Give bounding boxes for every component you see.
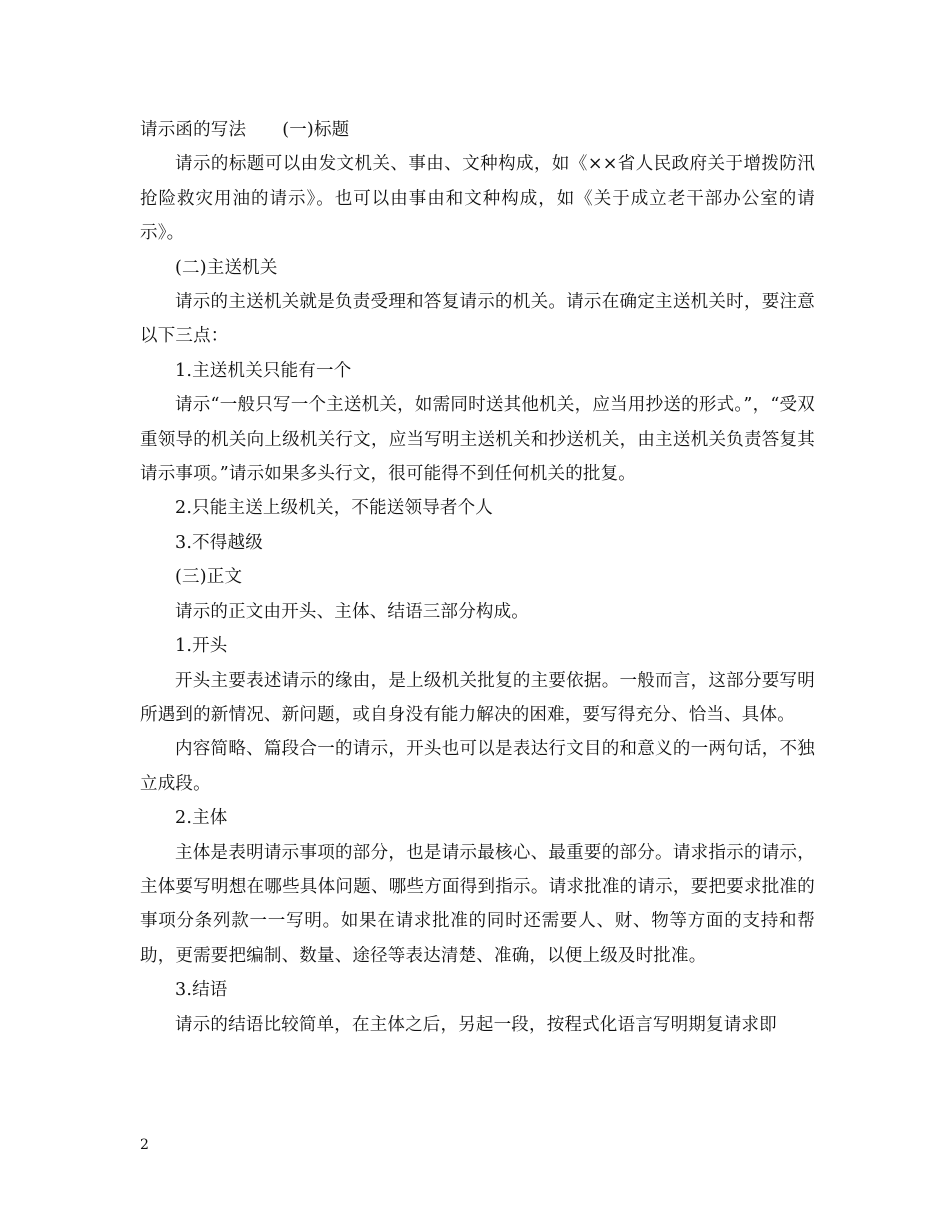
document-heading [140, 113, 815, 147]
paragraph-closing: 请示的结语比较简单，在主体之后，另起一段，按程式化语言写明期复请求即 [175, 1014, 777, 1035]
subheading-closing: 3.结语 [175, 980, 228, 1001]
subheading-opening: 1.开头 [175, 636, 228, 657]
paragraph-opening: 开头主要表述请示的缘由，是上级机关批复的主要依据。一般而言，这部分要写明所遇到的新情况、新问题，或自身没有能力解决的困难，要写得充分、恰当、具体。 [140, 670, 815, 725]
document-body [140, 113, 815, 1042]
section-heading-title: (一)标题 [282, 120, 350, 140]
subheading-no-skipping: 3.不得越级 [175, 532, 263, 553]
subheading-superior-only: 2.只能主送上级机关，不能送领导者个人 [175, 498, 493, 519]
paragraph-opening-short: 内容简略、篇段合一的请示，开头也可以是表达行文目的和意义的一两句话，不独立成段。 [140, 739, 815, 794]
document-title: 请示函的写法 [140, 120, 247, 140]
subheading-single-recipient: 1.主送机关只能有一个 [175, 360, 352, 381]
subheading-main-part: 2.主体 [175, 808, 228, 829]
paragraph-recipient-intro: 请示的主送机关就是负责受理和答复请示的机关。请示在确定主送机关时，要注意以下三点： [140, 292, 815, 347]
paragraph-title-composition: 请示的标题可以由发文机关、事由、文种构成，如《××省人民政府关于增拨防汛抢险救灾用油的请示》。也可以由事由和文种构成，如《关于成立老干部办公室的请示》。 [140, 154, 815, 244]
section-heading-recipient: (二)主送机关 [175, 257, 278, 278]
paragraph-body-structure: 请示的正文由开头、主体、结语三部分构成。 [175, 601, 529, 622]
page-number: 2 [140, 1137, 149, 1153]
section-heading-body: (三)正文 [175, 567, 243, 588]
paragraph-main-part: 主体是表明请示事项的部分，也是请示最核心、最重要的部分。请求指示的请示，主体要写明想在哪些具体问题、哪些方面得到指示。请求批准的请示，要把要求批准的事项分条列款一一写明。如果在请求批准的同时还需要人、财、物等方面的支持和帮助，更需要把编制、数量、途径等表达清楚、准确，以便上级及时批准。 [140, 842, 815, 966]
paragraph-single-recipient: 请示“一般只写一个主送机关，如需同时送其他机关，应当用抄送的形式。”，“受双重领导的机关向上级机关行文，应当写明主送机关和抄送机关，由主送机关负责答复其请示事项。”请示如果多头行文，很可能得不到任何机关的批复。 [140, 395, 815, 485]
